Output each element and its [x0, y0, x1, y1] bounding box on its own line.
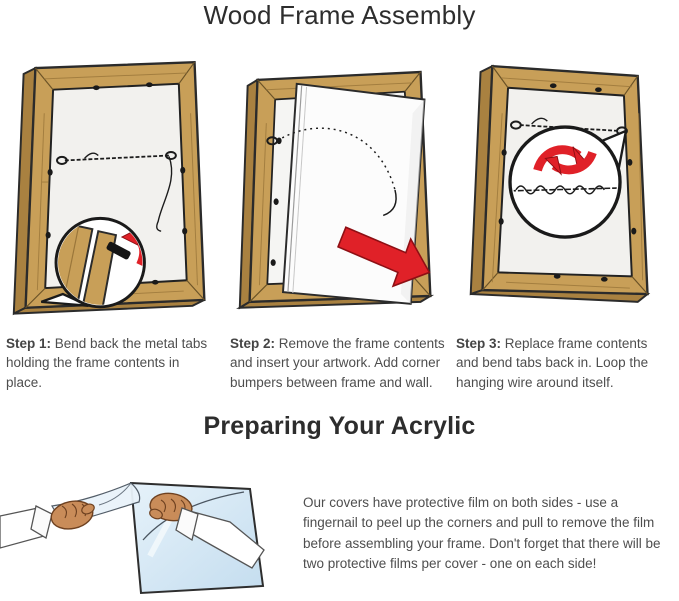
- frame-back-illustration-2: [455, 52, 677, 316]
- left-hand: [0, 497, 96, 548]
- frame-back-illustration-1: [2, 52, 224, 316]
- magnifier-circle: [510, 127, 620, 237]
- step3-text: Replace frame contents and bend tabs back in. Loop the hanging wire around itself.: [456, 335, 649, 390]
- frame-removal-illustration: [228, 52, 450, 316]
- step2-label: Step 2:: [230, 335, 276, 351]
- acrylic-body-text: Our covers have protective film on both sides - use a fingernail to peel up the corners and pull to remove the film before assembling your frame. Don't forget that there will be two protective films per cover - one on each side!: [303, 495, 661, 571]
- acrylic-title: Preparing Your Acrylic: [203, 412, 476, 440]
- step2-figure: [226, 52, 452, 316]
- assembly-captions-row: [0, 320, 679, 406]
- step2-text: Remove the frame contents and insert your artwork. Add corner bumpers between frame and wall.: [230, 335, 445, 390]
- step1-label: Step 1:: [6, 335, 52, 351]
- film-peeling-illustration: [0, 456, 300, 601]
- assembly-figures-row: [0, 52, 679, 316]
- step3-label: Step 3:: [456, 335, 502, 351]
- step1-text: Bend back the metal tabs holding the frame contents in place.: [6, 335, 208, 390]
- step3-figure: [452, 52, 679, 316]
- assembly-title: Wood Frame Assembly: [203, 0, 476, 30]
- step2-caption: [226, 334, 452, 393]
- step3-caption: [452, 334, 679, 393]
- acrylic-figure: [0, 456, 300, 601]
- step1-figure: [0, 52, 226, 316]
- step1-caption: [0, 334, 226, 393]
